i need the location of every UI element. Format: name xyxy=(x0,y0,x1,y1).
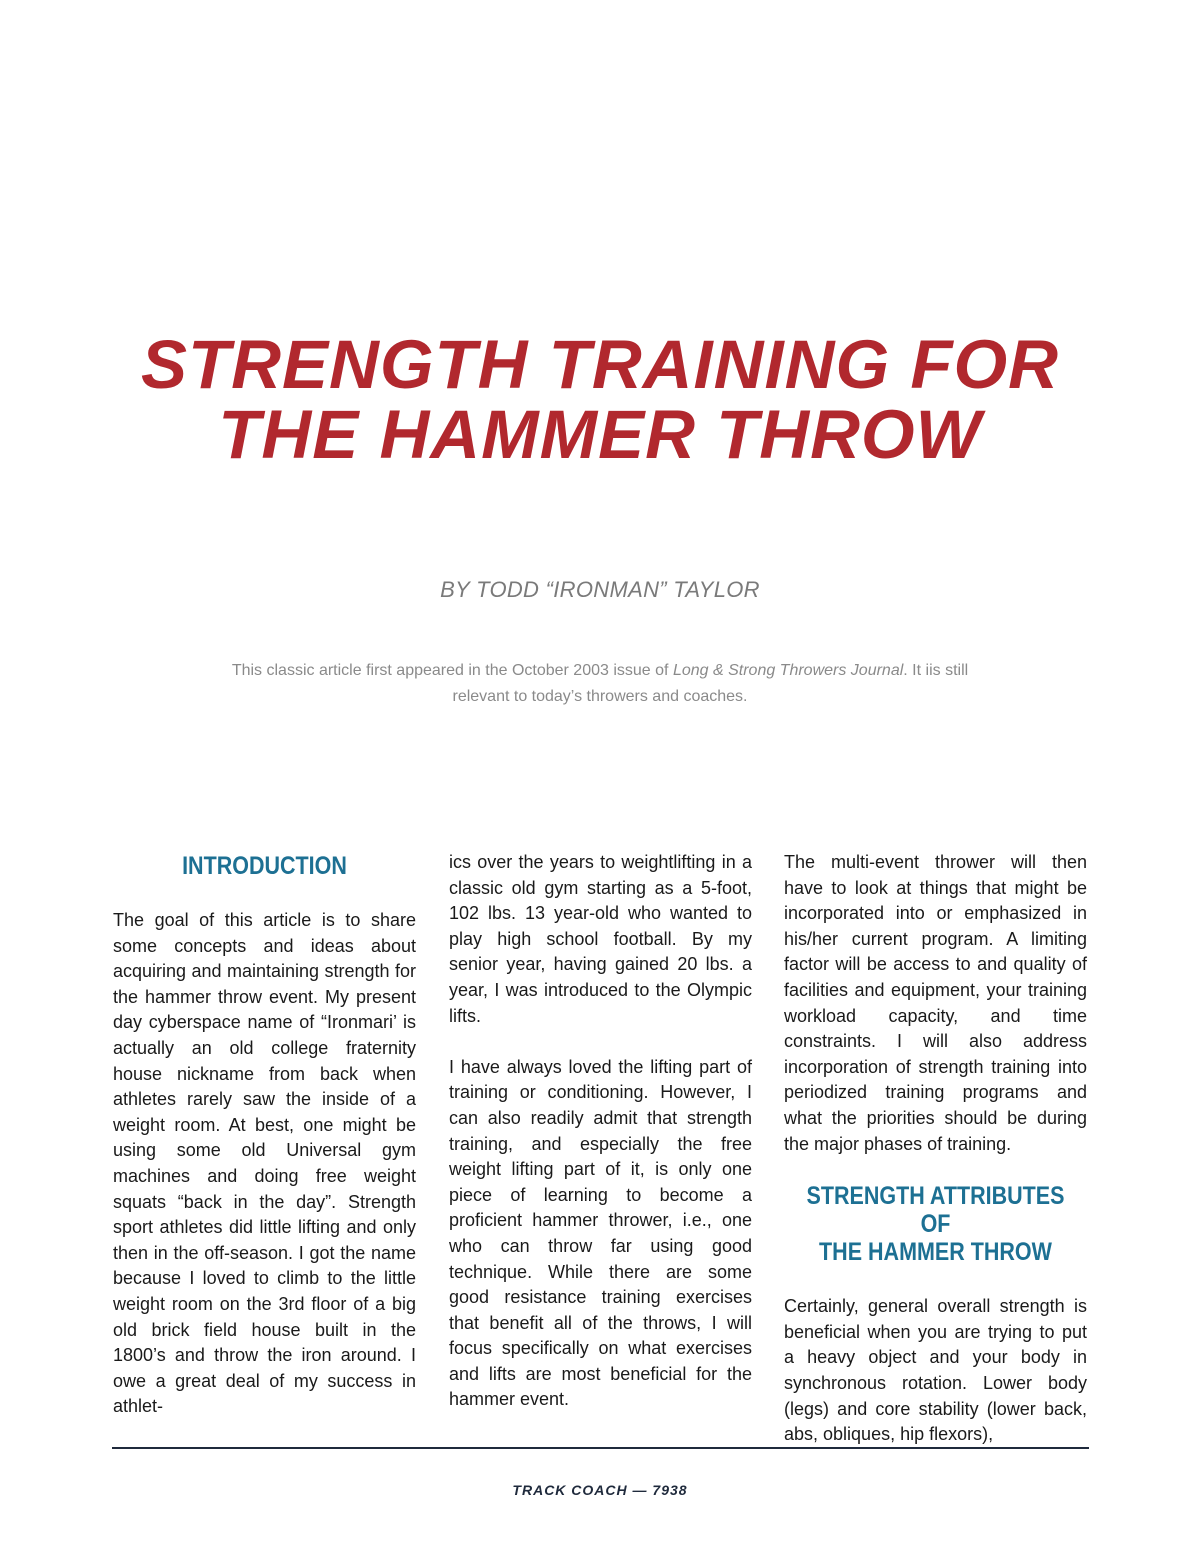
article-title xyxy=(0,326,1200,473)
article-note xyxy=(220,658,980,710)
article-note-suffix: . It iis still relevant to today’s throwers and coaches. xyxy=(452,662,969,705)
column-2-paragraph-2: I have always loved the lifting part of training or conditioning. However, I can also readily admit that strength training, and especially the free weight lifting part of it, is only one piece of learning to become a proficient hammer thrower, i.e., one who can throw far using good technique. While there are some good resistance training exercises that benefit all of the throws, I will focus specifically on what exercises and lifts are most beneficial for the hammer event. xyxy=(449,1056,752,1410)
column-3-paragraph-1: The multi-event thrower will then have to look at things that might be incorporated into or emphasized in his/her current program. A limiting factor will be access to and quality of facilities and equipment, your training workload capacity, and time constraints. I will also address incorporation of strength training into periodized training programs and what the priorities should be during the major phases of training. xyxy=(784,852,1087,1154)
article-note-prefix: This classic article first appeared in the October 2003 issue of xyxy=(231,662,673,679)
strength-attributes-heading xyxy=(805,1182,1066,1266)
article-title-line-1: STRENGTH TRAINING FOR xyxy=(141,326,1059,403)
column-2 xyxy=(449,850,752,1413)
column-2-paragraph-1: ics over the years to weightlifting in a classic old gym starting as a 5-foot, 102 lbs. 13 year-old who wanted to play high school football. By my senior year, having gained 20 lbs. a year, I was introduced to the Olympic lifts. xyxy=(449,852,752,1026)
column-3-paragraph-2: Certainly, general overall strength is beneficial when you are trying to put a heavy object and your body in synchronous rotation. Lower body (legs) and core stability (lower back, abs, obliques, hip flexors), xyxy=(784,1296,1087,1445)
byline: BY TODD “IRONMAN” TAYLOR xyxy=(440,577,760,602)
strength-attributes-heading-line-1: STRENGTH ATTRIBUTES OF xyxy=(806,1182,1065,1239)
journal-name: Long & Strong Throwers Journal xyxy=(672,662,904,679)
introduction-paragraph: The goal of this article is to share some concepts and ideas about acquiring and maintaining strength for the hammer throw event. My present day cyberspace name of “Ironmari’ is actually an old college fraternity house nickname from back when athletes rarely saw the inside of a weight room. At best, one might be using some old Universal gym machines and doing free weight squats “back in the day”. Strength sport athletes did little lifting and only then in the off-season. I got the name because I loved to climb to the little weight room on the 3rd floor of a big old brick field house built in the 1800’s and throw the iron around. I owe a great deal of my success in athlet- xyxy=(113,910,416,1417)
article-title-line-2: THE HAMMER THROW xyxy=(218,396,982,473)
column-3 xyxy=(784,850,1087,1448)
introduction-heading: INTRODUCTION xyxy=(182,852,347,880)
column-1 xyxy=(113,852,416,1420)
strength-attributes-heading-line-2: THE HAMMER THROW xyxy=(819,1238,1052,1267)
page-footer: TRACK COACH — 7938 xyxy=(512,1482,688,1498)
footer-rule xyxy=(112,1447,1089,1449)
paragraph-gap xyxy=(449,1029,752,1055)
